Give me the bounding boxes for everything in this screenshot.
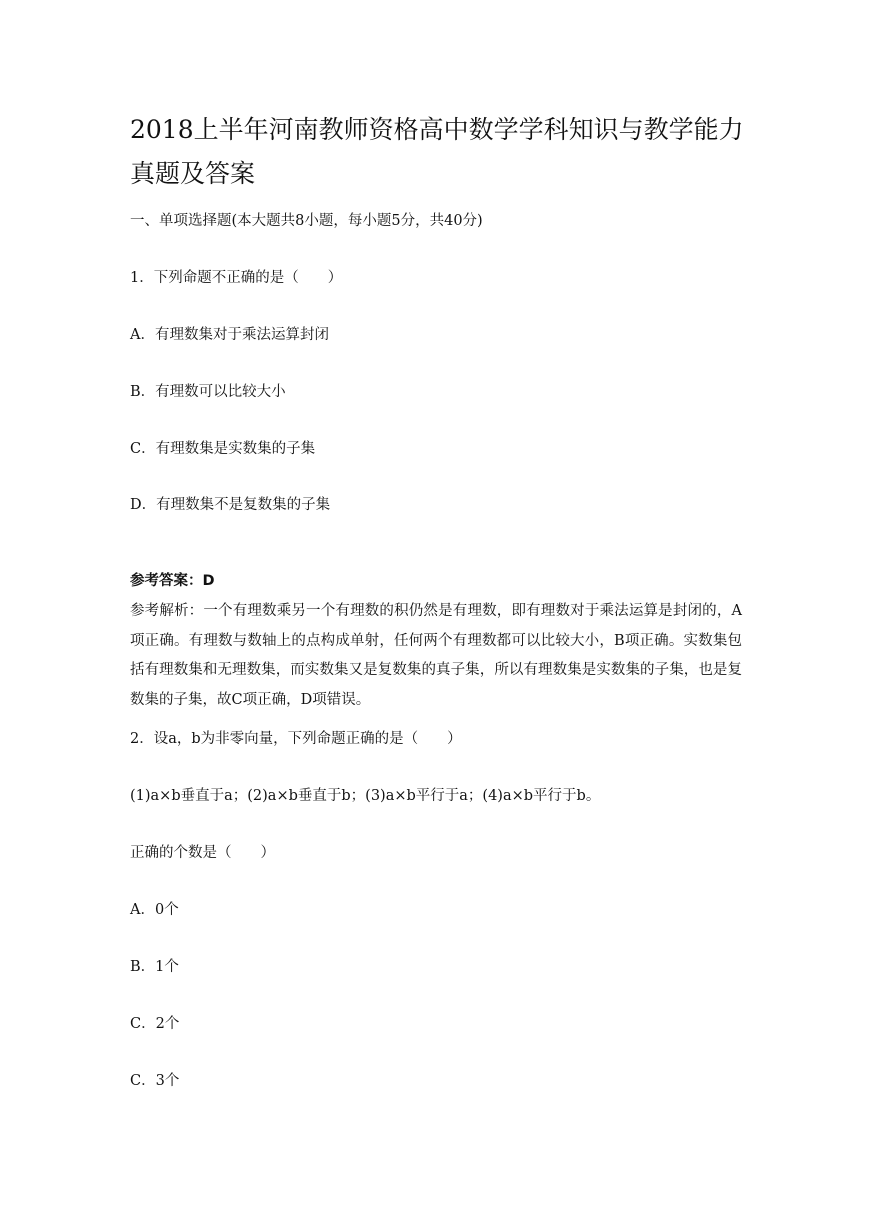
- question-1-option-c: C．有理数集是实数集的子集: [130, 441, 316, 457]
- question-2-option-b: B．1个: [130, 959, 179, 975]
- question-2-option-c: C．2个: [130, 1016, 180, 1032]
- question-1-option-d: D．有理数集不是复数集的子集: [130, 497, 331, 513]
- question-2-option-a: A．0个: [130, 902, 179, 918]
- question-1-option-a: A．有理数集对于乘法运算封闭: [130, 327, 329, 343]
- section-heading: 一、单项选择题(本大题共8小题，每小题5分，共40分): [130, 213, 483, 229]
- question-1-stem: 1．下列命题不正确的是（ ）: [130, 270, 343, 286]
- question-2-option-c-second: C．3个: [130, 1073, 180, 1089]
- document-title: 2018上半年河南教师资格高中数学学科知识与教学能力真题及答案: [130, 115, 744, 188]
- question-1-answer: 参考答案：D: [130, 573, 215, 589]
- question-1-analysis: 参考解析：一个有理数乘另一个有理数的积仍然是有理数，即有理数对于乘法运算是封闭的，A项正确。有理数与数轴上的点构成单射，任何两个有理数都可以比较大小，B项正确。实数集包括有理数集和无理数集，而实数集又是复数集的真子集，所以有理数集是实数集的子集，也是复数集的子集，故C项正确，D项错误。: [130, 603, 742, 708]
- question-2-stem: 2．设a，b为非零向量，下列命题正确的是（ ）: [130, 731, 462, 747]
- question-1-option-b: B．有理数可以比较大小: [130, 384, 286, 400]
- question-2-prompt: 正确的个数是（ ）: [130, 845, 275, 861]
- question-2-statements: (1)a×b垂直于a；(2)a×b垂直于b；(3)a×b平行于a；(4)a×b平行于b。: [130, 788, 601, 804]
